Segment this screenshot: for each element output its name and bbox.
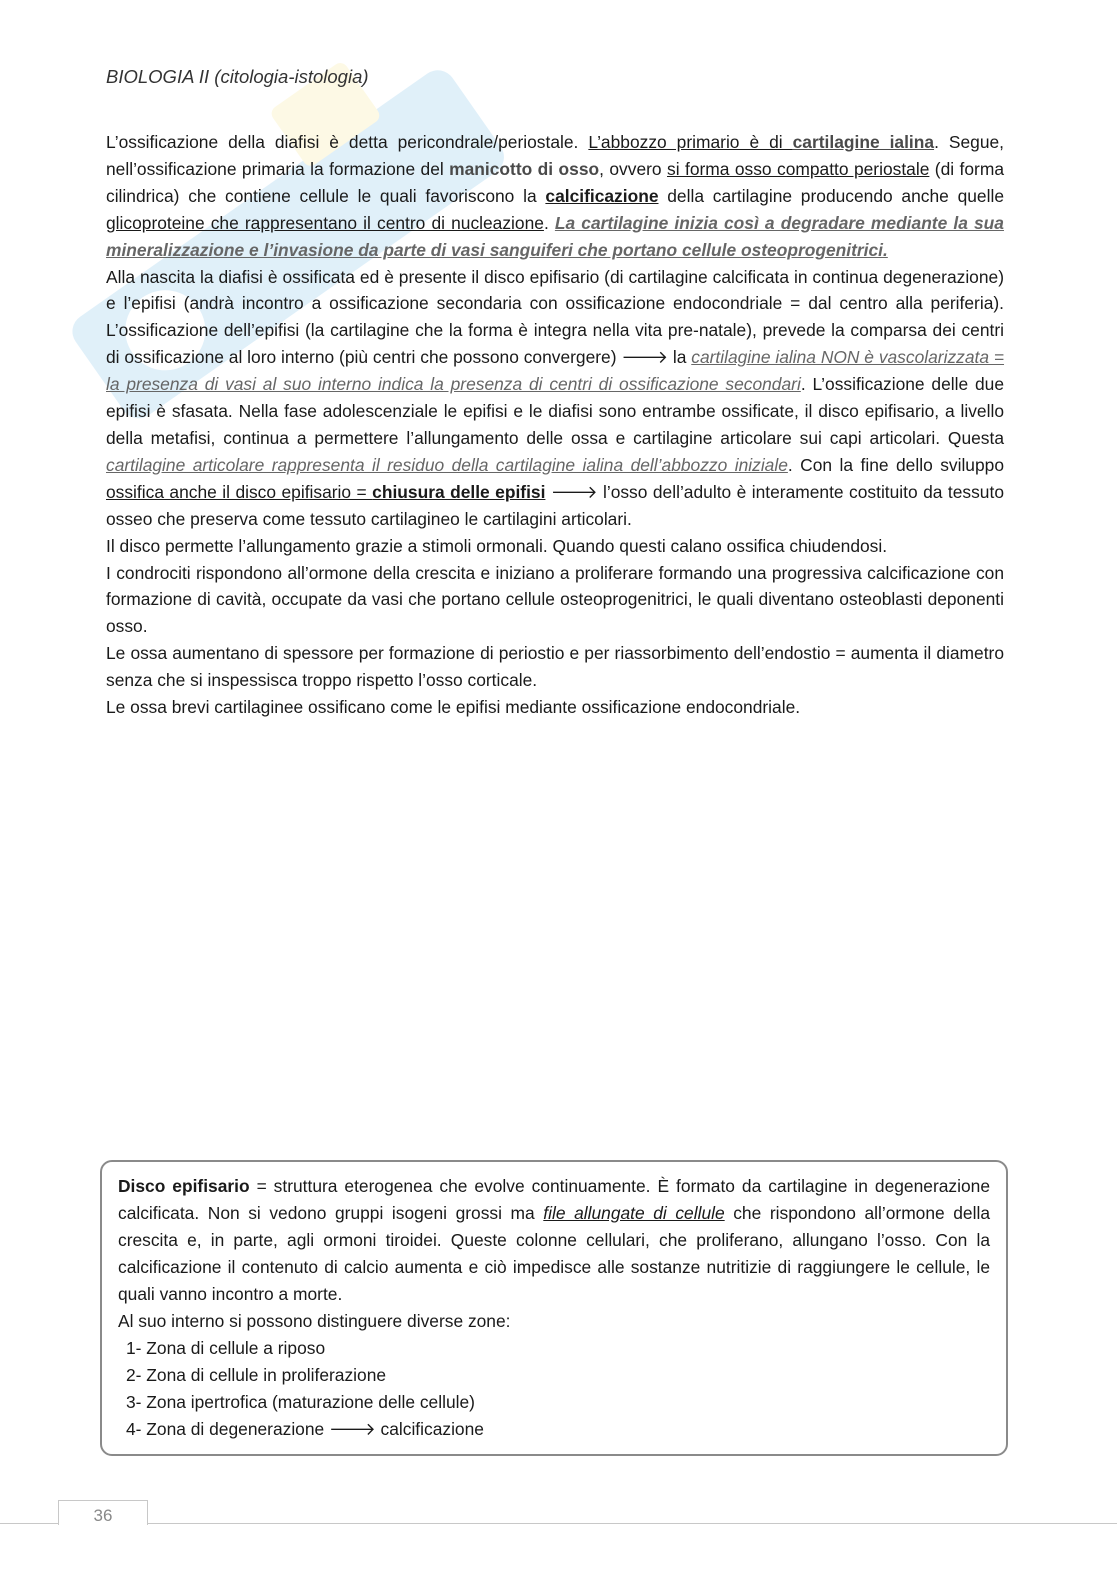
footer-divider — [0, 1523, 1117, 1524]
paragraph-condrociti: I condrociti rispondono all’ormone della crescita e iniziano a proliferare formando una progressiva calcificazione con formazione di cavità, occupate da vasi che portano cellule osteoprogenitrici, le quali diventano osteoblasti deponenti osso. — [106, 562, 1004, 637]
paragraph-spessore: Le ossa aumentano di spessore per formazione di periostio e per riassorbimento dell’endostio = aumenta il diametro senza che si inspessisca troppo rispetto l’osso corticale. — [106, 643, 1004, 691]
arrow-icon: 🡒 — [550, 481, 598, 502]
info-box-text — [118, 1173, 990, 1443]
list-item: 3- Zona ipertrofica (maturazione delle cellule) — [126, 1392, 475, 1412]
paragraph-disco: Il disco permette l’allungamento grazie a stimoli ormonali. Quando questi calano ossifica chiudendosi. — [106, 535, 888, 556]
box-definition: Disco epifisario = struttura eterogenea che evolve continuamente. È formato da cartilagine in degenerazione calcificata. Non si vedono gruppi isogeni grossi ma file allungate di cellule che rispondono all’ormone della crescita e, in parte, agli ormoni tiroidei. Queste colonne cellulari, che proliferano, allungano l’osso. Con la calcificazione il contenuto di calcio aumenta e ciò impedisce alle sostanze nutritizie di raggiungere le cellule, le quali vanno incontro a morte. — [118, 1176, 991, 1304]
list-item: 4- Zona di degenerazione 🡒 calcificazione — [126, 1419, 484, 1439]
zone-list — [118, 1335, 990, 1443]
list-item: 1- Zona di cellule a riposo — [126, 1338, 326, 1358]
main-body-text — [106, 129, 1004, 721]
page-number: 36 — [58, 1500, 148, 1525]
paragraph-epifisi: Alla nascita la diafisi è ossificata ed è presente il disco epifisario (di cartilagine calcificata in continua degenerazione) e l’epifisi (andrà incontro a ossificazione secondaria con ossificazione endocondriale = dal centro alla periferia). L’ossificazione dell’epifisi (la cartilagine che la forma è integra nella vita pre-natale), prevede la comparsa dei centri di ossificazione al loro interno (più centri che possono convergere) 🡒 la cartilagine ialina NON è vascolarizzata = la presenza di vasi al suo interno indica la presenza di centri di ossificazione secondari. L’ossificazione delle due epifisi è sfasata. Nella fase adolescenziale le epifisi e le diafisi sono entrambe ossificate, il disco epifisario, a livello della metafisi, continua a permettere l’allungamento delle ossa e cartilagine articolare sui capi articolari. Questa cartilagine articolare rappresenta il residuo della cartilagine ialina dell’abbozzo iniziale. Con la fine dello sviluppo ossifica anche il disco epifisario = chiusura delle epifisi 🡒 l’osso dell’adulto è interamente costituito da tessuto osseo che preserva come tessuto cartilagineo le cartilagini articolari. — [106, 266, 1005, 529]
document-header: BIOLOGIA II (citologia-istologia) — [106, 66, 369, 87]
paragraph-diafisi: L’ossificazione della diafisi è detta pericondrale/periostale. L’abbozzo primario è di cartilagine ialina. Segue, nell’ossificazione primaria la formazione del manicotto di osso, ovvero si forma osso compatto periostale (di forma cilindrica) che contiene cellule le quali favoriscono la calcificazione della cartilagine producendo anche quelle glicoproteine che rappresentano il centro di nucleazione. La cartilagine inizia così a degradare mediante la sua mineralizzazione e l’invasione da parte di vasi sanguiferi che portano cellule osteoprogenitrici. — [106, 132, 1004, 260]
arrow-icon: 🡒 — [621, 347, 669, 368]
arrow-icon: 🡒 — [329, 1419, 376, 1439]
box-intro: Al suo interno si possono distinguere diverse zone: — [118, 1311, 511, 1331]
paragraph-ossa-brevi: Le ossa brevi cartilaginee ossificano come le epifisi mediante ossificazione endocondriale. — [106, 697, 801, 718]
list-item: 2- Zona di cellule in proliferazione — [126, 1365, 387, 1385]
